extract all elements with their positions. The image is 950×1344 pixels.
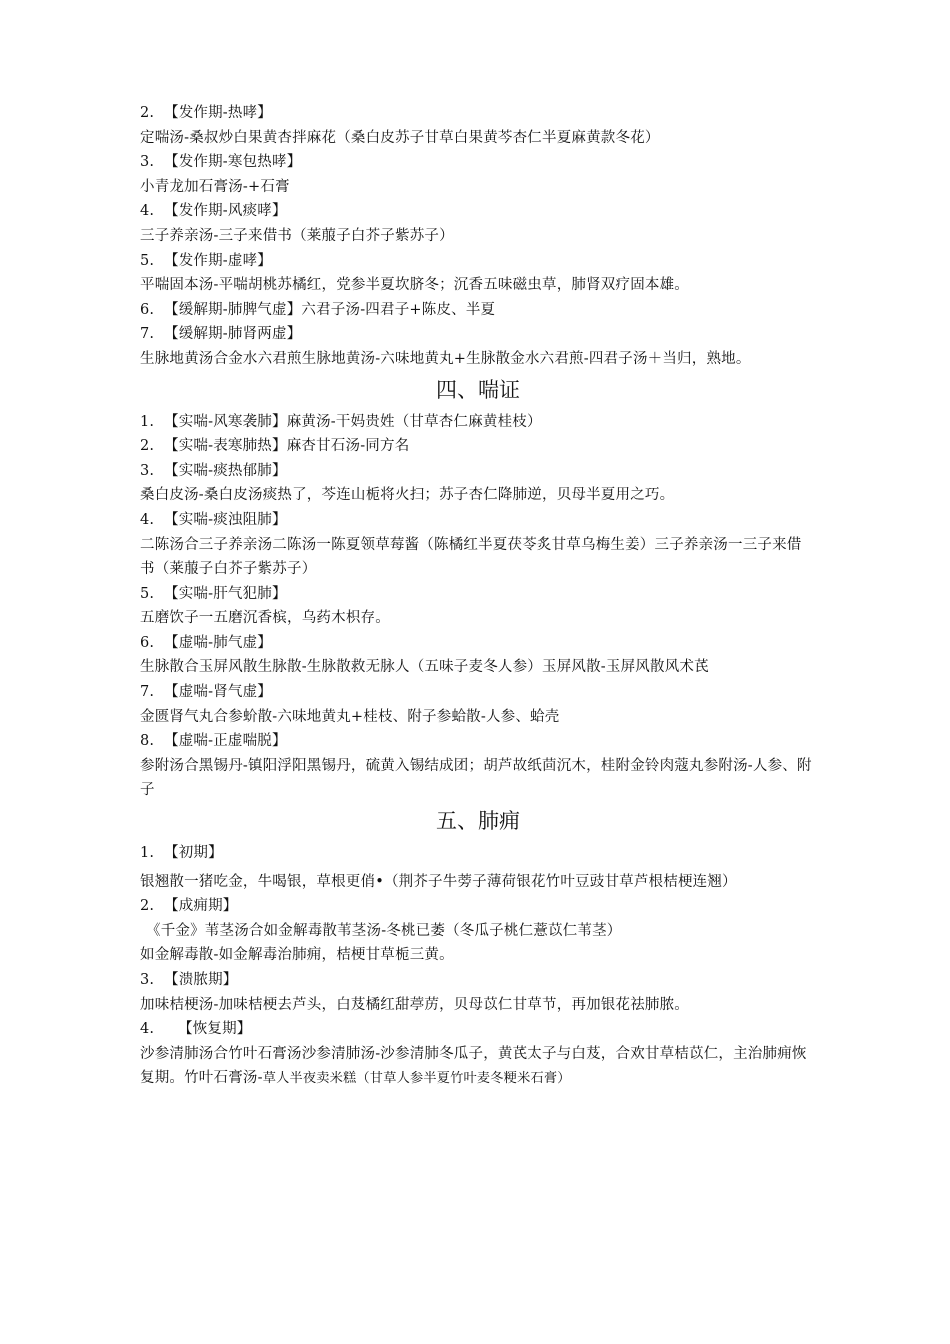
item-number: 6.	[140, 634, 155, 651]
list-item-collapse	[140, 729, 830, 754]
item-number: 3.	[140, 154, 155, 171]
item-heading: 【成痈期】	[164, 898, 238, 915]
list-item-phlegm-heat	[140, 459, 830, 484]
item-number: 5.	[140, 252, 155, 269]
list-item-wind-cold	[140, 410, 830, 435]
item-heading: 【溃脓期】	[164, 972, 238, 988]
section-heading-asthma: 四、喘证	[436, 377, 520, 402]
list-item-liver-qi	[140, 582, 830, 607]
list-item-kidney-qi-deficiency	[140, 680, 830, 705]
list-item-phlegm-turbidity	[140, 508, 830, 533]
formula-line: 参附汤合黑锡丹-镇阳浮阳黑锡丹，硫黄入锡结成团；胡芦故纸茴沉木，桂附金铃肉蔻丸参附汤-人参、附子	[140, 757, 812, 799]
formula-text-sans: 草人半夜卖米糕（甘草人参半夏竹叶麦冬粳米石膏）	[262, 1071, 571, 1087]
item-number: 3.	[140, 462, 155, 479]
item-heading: 【初期】	[164, 845, 223, 862]
item-heading: 【虚喘-肾气虚】	[164, 684, 272, 701]
item-heading: 【缓解期-肺脾气虚】六君子汤-四君子+陈皮、半夏	[164, 301, 496, 318]
item-number: 5.	[140, 585, 155, 602]
list-item-deficient-wheeze	[140, 249, 830, 274]
list-item-lung-spleen-qi-deficiency	[140, 298, 830, 323]
item-number: 4.	[140, 511, 155, 528]
item-heading: 【虚喘-肺气虚】	[164, 634, 272, 651]
item-number: 1.	[140, 413, 155, 430]
formula-line: 小青龙加石膏汤-+石膏	[140, 178, 290, 195]
item-heading: 【发作期-虚哮】	[164, 252, 272, 269]
item-heading: 【实喘-痰浊阻肺】	[164, 511, 287, 528]
formula-line: 五磨饮子一五磨沉香槟，乌药木枳存。	[140, 610, 390, 627]
formula-line: 平喘固本汤-平喘胡桃苏橘红，党参半夏坎脐冬；沉香五味磁虫草，肺肾双疗固本雄。	[140, 277, 689, 294]
formula-line: 生脉散合玉屏风散生脉散-生脉散救无脉人（五味子麦冬人参）玉屏风散-玉屏风散风术芪	[140, 659, 709, 676]
item-number: 4.	[140, 1021, 155, 1038]
section-heading-lung-abscess: 五、肺痈	[436, 809, 520, 834]
list-item-lung-qi-deficiency	[140, 631, 830, 656]
item-number: 3.	[140, 972, 155, 988]
item-heading: 【实喘-风寒袭肺】麻黄汤-干妈贵姓（甘草杏仁麻黄桂枝）	[164, 413, 542, 430]
formula-line: 三子养亲汤-三子来借书（莱菔子白芥子紫苏子）	[140, 227, 454, 244]
list-item-ulceration	[140, 968, 830, 993]
list-item-initial-stage	[140, 841, 830, 866]
formula-line: 桑白皮汤-桑白皮汤痰热了，芩连山栀将火扫；苏子杏仁降肺逆，贝母半夏用之巧。	[140, 487, 675, 504]
item-heading: 【发作期-热哮】	[164, 105, 272, 121]
list-item-wind-phlegm-wheeze	[140, 199, 830, 224]
formula-line: 《千金》苇茎汤合如金解毒散苇茎汤-冬桃已萎（冬瓜子桃仁薏苡仁苇茎）	[146, 922, 622, 939]
list-item-hot-wheeze	[140, 101, 830, 126]
formula-line: 二陈汤合三子养亲汤二陈汤一陈夏领草莓酱（陈橘红半夏茯苓炙甘草乌梅生姜）三子养亲汤一三子来借书（莱菔子白芥子紫苏子）	[140, 536, 802, 578]
formula-line: 如金解毒散-如金解毒治肺痈，桔梗甘草栀三黄。	[140, 947, 454, 964]
item-number: 2.	[140, 898, 155, 915]
list-item-recovery	[140, 1017, 830, 1042]
item-heading: 【缓解期-肺肾两虚】	[164, 326, 302, 343]
formula-line: 金匮肾气丸合参蚧散-六味地黄丸+桂枝、附子参蛤散-人参、蛤壳	[140, 708, 560, 725]
item-heading: 【发作期-寒包热哮】	[164, 154, 302, 171]
list-item-abscess-forming	[140, 894, 830, 919]
item-number: 8.	[140, 733, 155, 750]
formula-line: 银翘散一猪吃金，牛喝银，草根更俏•（荆芥子牛蒡子薄荷银花竹叶豆豉甘草芦根桔梗连翘）	[140, 873, 737, 890]
item-heading: 【实喘-痰热郁肺】	[164, 462, 287, 479]
item-number: 2.	[140, 438, 155, 455]
formula-line: 定喘汤-桑叔炒白果黄杏拌麻花（桑白皮苏子甘草白果黄芩杏仁半夏麻黄款冬花）	[140, 129, 660, 146]
list-item-cold-heat-wheeze	[140, 150, 830, 175]
item-heading: 【恢复期】	[178, 1021, 252, 1038]
item-number: 7.	[140, 684, 155, 701]
item-number: 7.	[140, 326, 155, 343]
formula-line	[140, 1042, 816, 1092]
item-heading: 【发作期-风痰哮】	[164, 203, 287, 220]
item-number: 2.	[140, 105, 155, 121]
list-item-exterior-cold-lung-heat	[140, 434, 830, 459]
item-heading: 【实喘-表寒肺热】麻杏甘石汤-同方名	[164, 438, 410, 455]
item-heading: 【实喘-肝气犯肺】	[164, 585, 287, 602]
document-body	[140, 101, 830, 1092]
item-number: 1.	[140, 845, 155, 862]
item-number: 6.	[140, 301, 155, 318]
list-item-lung-kidney-deficiency	[140, 322, 830, 347]
item-number: 4.	[140, 203, 155, 220]
formula-text: 沙参清肺汤合竹叶石膏汤沙参清肺汤-沙参清肺冬瓜子，黄芪太子与白芨，合欢甘草桔苡仁，主治肺痈恢复期。竹叶石膏汤-	[140, 1045, 807, 1087]
item-heading: 【虚喘-正虚喘脱】	[164, 733, 287, 750]
formula-line: 生脉地黄汤合金水六君煎生脉地黄汤-六味地黄丸+生脉散金水六君煎-四君子汤＋当归，熟地。	[140, 350, 751, 367]
formula-line: 加味桔梗汤-加味桔梗去芦头，白芨橘红甜葶苈，贝母苡仁甘草节，再加银花祛肺脓。	[140, 996, 689, 1013]
